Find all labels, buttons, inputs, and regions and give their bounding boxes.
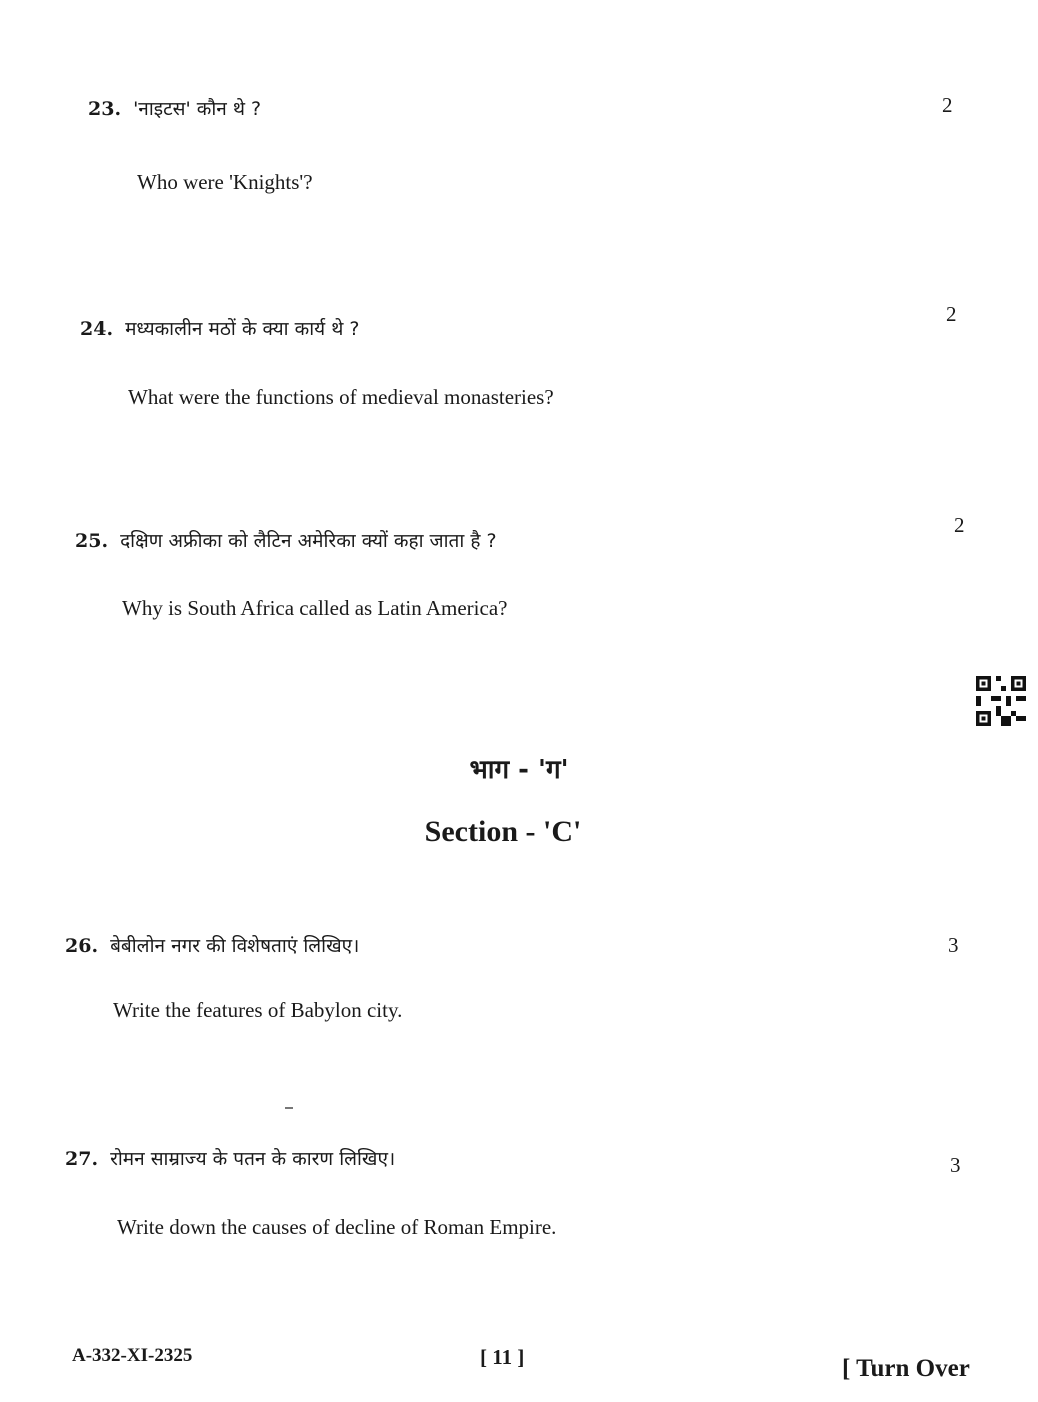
scan-speck <box>285 1107 293 1109</box>
question-english-text: Who were 'Knights'? <box>137 170 313 194</box>
marks: 3 <box>950 1153 961 1177</box>
marks: 2 <box>942 93 953 117</box>
marks: 2 <box>946 302 957 326</box>
question-26 <box>65 932 359 958</box>
paper-code: A-332-XI-2325 <box>72 1345 193 1366</box>
qr-code-icon <box>976 676 1026 726</box>
question-english-text: What were the functions of medieval monasteries? <box>128 385 554 409</box>
question-english-text: Why is South Africa called as Latin America? <box>122 596 508 620</box>
section-heading-hindi: भाग - 'ग' <box>469 755 569 785</box>
question-english-text: Write down the causes of decline of Roman Empire. <box>117 1215 557 1239</box>
question-number: 27. <box>65 1148 99 1170</box>
question-hindi-text: बेबीलोन नगर की विशेषताएं लिखिए। <box>110 935 360 957</box>
marks: 2 <box>954 513 965 537</box>
marks: 3 <box>948 933 959 957</box>
question-25 <box>75 527 497 553</box>
question-hindi-text: रोमन साम्राज्य के पतन के कारण लिखिए। <box>110 1148 396 1170</box>
question-24 <box>80 315 359 341</box>
question-hindi-text: दक्षिण अफ्रीका को लैटिन अमेरिका क्यों कहा जाता है ? <box>120 530 497 552</box>
question-hindi-text: मध्यकालीन मठों के क्या कार्य थे ? <box>125 318 360 340</box>
question-number: 26. <box>65 935 99 957</box>
page-number: [ 11 ] <box>480 1345 525 1369</box>
question-hindi-text: 'नाइटस' कौन थे ? <box>133 98 262 120</box>
turn-over-label: [ Turn Over <box>842 1355 970 1382</box>
question-number: 25. <box>75 530 109 552</box>
question-27 <box>65 1145 395 1171</box>
question-23 <box>88 95 261 121</box>
question-english-text: Write the features of Babylon city. <box>113 998 403 1022</box>
question-number: 24. <box>80 318 114 340</box>
question-number: 23. <box>88 98 122 120</box>
section-heading-english: Section - 'C' <box>424 815 582 848</box>
